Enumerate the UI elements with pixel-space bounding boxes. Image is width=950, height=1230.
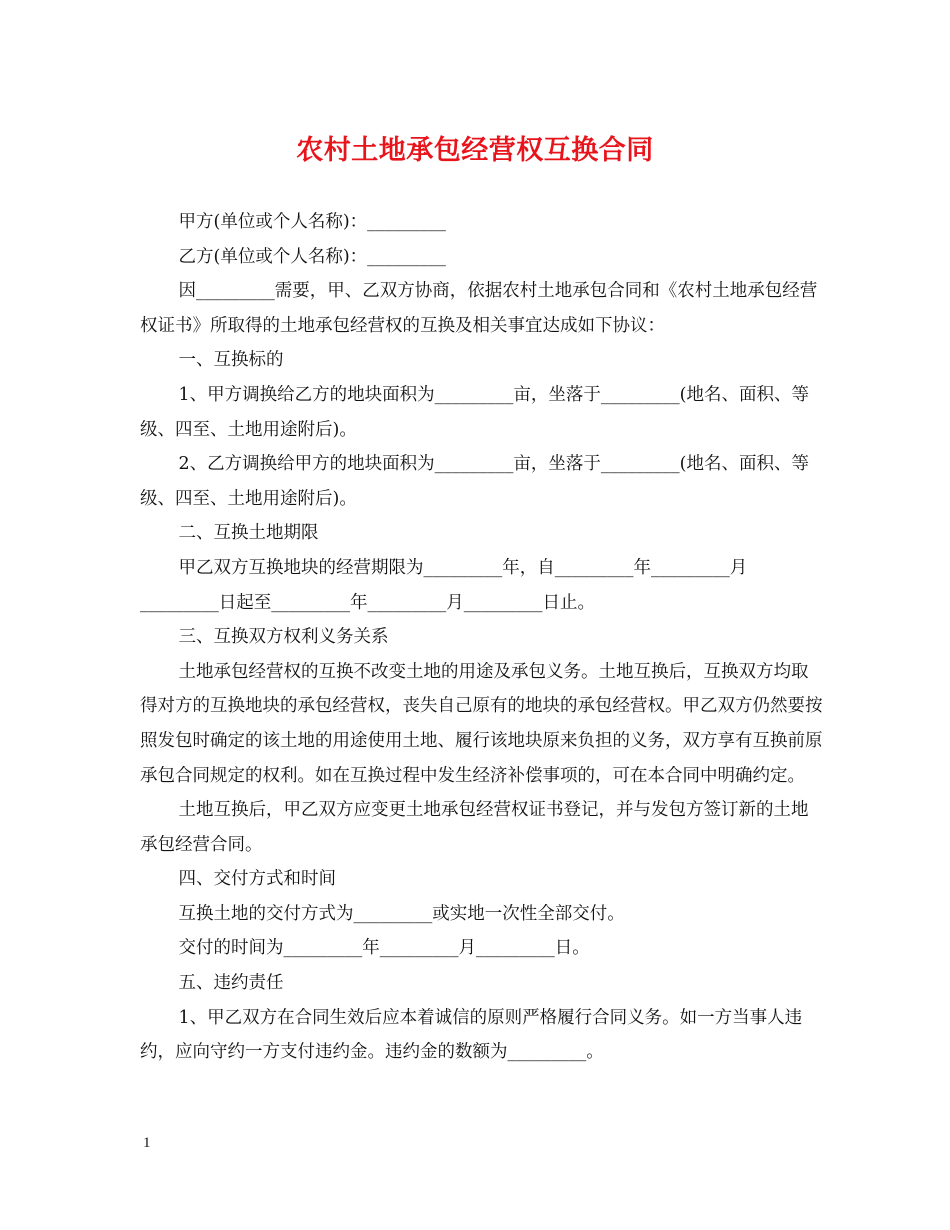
section-heading-1: 一、互换标的 bbox=[178, 350, 284, 371]
document-title: 农村土地承包经营权互换合同 bbox=[296, 135, 654, 166]
clause-1-1: 1、甲方调换给乙方的地块面积为_________亩，坐落于_________(地名、面积、等级、四至、土地用途附后)。 bbox=[140, 384, 809, 440]
section-heading-5: 五、违约责任 bbox=[178, 973, 284, 994]
document-body bbox=[140, 205, 825, 1070]
section-heading-3: 三、互换双方权利义务关系 bbox=[178, 627, 389, 648]
clause-5-1: 1、甲乙双方在合同生效后应本着诚信的原则严格履行合同义务。如一方当事人违约，应向守约一方支付违约金。违约金的数额为_________。 bbox=[140, 1007, 803, 1063]
party-b-line: 乙方(单位或个人名称)：_________ bbox=[178, 246, 446, 267]
section-heading-4: 四、交付方式和时间 bbox=[178, 869, 336, 890]
preamble-paragraph: 因_________需要，甲、乙双方协商，依据农村土地承包合同和《农村土地承包经营权证书》所取得的土地承包经营权的互换及相关事宜达成如下协议： bbox=[140, 281, 818, 336]
section-heading-2: 二、互换土地期限 bbox=[178, 523, 319, 544]
clause-1-2: 2、乙方调换给甲方的地块面积为_________亩，坐落于_________(地名、面积、等级、四至、土地用途附后)。 bbox=[140, 454, 809, 509]
clause-3-registration: 土地互换后，甲乙双方应变更土地承包经营权证书登记，并与发包方签订新的土地承包经营合同。 bbox=[140, 800, 809, 855]
clause-4-time: 交付的时间为_________年_________月_________日。 bbox=[178, 938, 590, 959]
clause-2-term: 甲乙双方互换地块的经营期限为_________年，自_________年_________月_________日起至_________年_________月_________日止。 bbox=[140, 557, 748, 613]
clause-4-method: 互换土地的交付方式为_________或实地一次性全部交付。 bbox=[178, 903, 625, 924]
clause-3-rights: 土地承包经营权的互换不改变土地的用途及承包义务。土地互换后，互换双方均取得对方的互换地块的承包经营权，丧失自己原有的地块的承包经营权。甲乙双方仍然要按照发包时确定的该土地的用途使用土地、履行该地块原来负担的义务，双方享有互换前原承包合同规定的权利。如在互换过程中发生经济补偿事项的，可在本合同中明确约定。 bbox=[140, 661, 823, 786]
page-number: 1 bbox=[143, 1135, 151, 1151]
party-a-line: 甲方(单位或个人名称)：_________ bbox=[178, 212, 446, 232]
